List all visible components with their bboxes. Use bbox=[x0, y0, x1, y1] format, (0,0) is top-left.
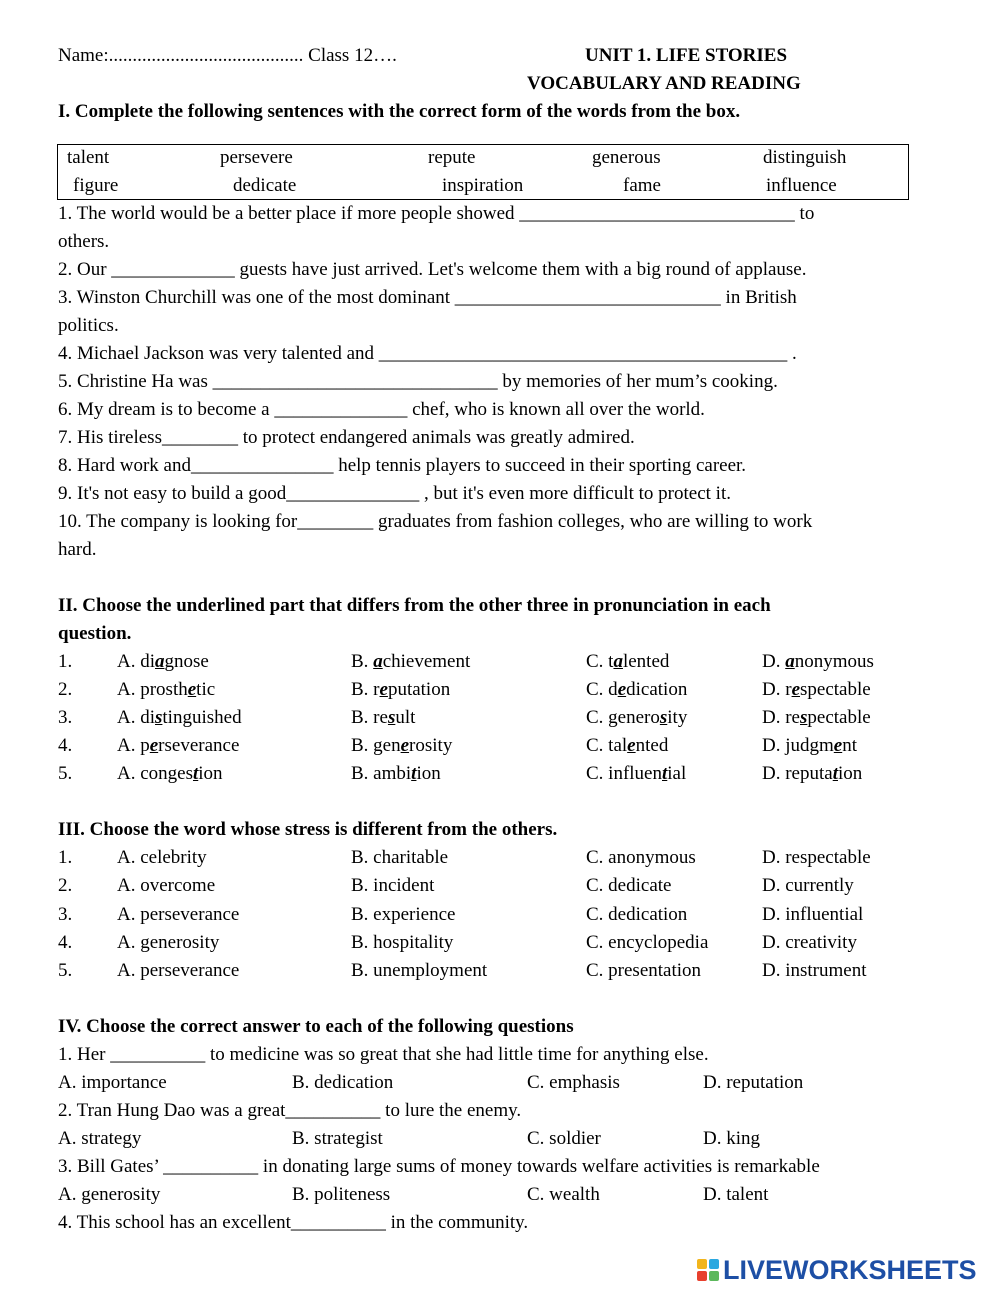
answer-option: C. dedication bbox=[586, 903, 688, 925]
sentence-line: 4. Michael Jackson was very talented and ___________________________________________ . bbox=[58, 343, 797, 364]
option-text: D. re bbox=[762, 707, 800, 728]
answer-option bbox=[586, 760, 686, 788]
section3-title: III. Choose the word whose stress is different from the others. bbox=[58, 819, 558, 840]
option-text: dication bbox=[626, 679, 688, 700]
option-text: tinguished bbox=[162, 707, 242, 728]
option-text: C. tal bbox=[586, 735, 628, 756]
answer-option: C. presentation bbox=[586, 960, 702, 982]
option-text: A. p bbox=[117, 735, 150, 756]
option-text: pectable bbox=[807, 707, 871, 728]
option-text: D. bbox=[762, 651, 786, 672]
box-word: persevere bbox=[220, 147, 293, 168]
answer-option bbox=[351, 648, 470, 676]
underlined-part: t bbox=[832, 763, 838, 784]
option-text: A. prosth bbox=[117, 679, 188, 700]
sentence-line: 6. My dream is to become a ______________ chef, who is known all over the world. bbox=[58, 399, 705, 420]
sentence-line: 9. It's not easy to build a good______________ , but it's even more difficult to protect it. bbox=[58, 483, 731, 504]
question-number: 3. bbox=[58, 707, 73, 728]
answer-option: C. wealth bbox=[527, 1184, 600, 1205]
answer-option bbox=[586, 648, 669, 676]
answer-option bbox=[351, 704, 415, 732]
answer-option bbox=[117, 648, 209, 676]
section2-title: II. Choose the underlined part that differs from the other three in pronunciation in each bbox=[58, 595, 771, 616]
answer-option: D. influential bbox=[762, 903, 864, 925]
unit-title: UNIT 1. LIFE STORIES bbox=[585, 45, 788, 66]
sentence-line: 7. His tireless________ to protect endangered animals was greatly admired. bbox=[58, 427, 635, 448]
underlined-part: e bbox=[617, 679, 627, 700]
sentence-line: 5. Christine Ha was ______________________________ by memories of her mum’s cooking. bbox=[58, 371, 778, 392]
option-text: D. r bbox=[762, 679, 792, 700]
underlined-part: e bbox=[187, 679, 197, 700]
answer-option: B. dedication bbox=[292, 1072, 394, 1093]
answer-option bbox=[762, 704, 871, 732]
question-text: 4. This school has an excellent__________ in the community. bbox=[58, 1212, 529, 1233]
option-text: C. genero bbox=[586, 707, 660, 728]
option-text: gnose bbox=[164, 651, 209, 672]
answer-option bbox=[762, 676, 871, 704]
answer-option: B. unemployment bbox=[351, 960, 488, 982]
option-text: lented bbox=[622, 651, 670, 672]
underlined-part: e bbox=[833, 735, 843, 756]
question-number: 3. bbox=[58, 903, 73, 925]
question-text: 1. Her __________ to medicine was so great that she had little time for anything else. bbox=[58, 1044, 709, 1065]
sentence-line: others. bbox=[58, 231, 110, 252]
box-word: fame bbox=[623, 175, 661, 196]
sentence-line: 8. Hard work and_______________ help tennis players to succeed in their sporting career. bbox=[58, 455, 747, 476]
answer-option: C. soldier bbox=[527, 1128, 601, 1149]
answer-option: A. perseverance bbox=[117, 960, 240, 982]
option-text: rosity bbox=[409, 735, 453, 756]
answer-option: D. instrument bbox=[762, 960, 867, 982]
answer-option: A. celebrity bbox=[117, 847, 207, 868]
logo-text: LIVEWORKSHEETS bbox=[723, 1254, 977, 1285]
option-text: B. r bbox=[351, 679, 380, 700]
underlined-part: s bbox=[387, 707, 396, 728]
answer-option: D. king bbox=[703, 1128, 760, 1149]
sentence-line: 2. Our _____________ guests have just arrived. Let's welcome them with a big round of applause. bbox=[58, 259, 807, 280]
answer-option: C. emphasis bbox=[527, 1072, 620, 1093]
option-text: D. reputa bbox=[762, 763, 833, 784]
answer-option: B. politeness bbox=[292, 1184, 391, 1205]
underlined-part: s bbox=[155, 707, 163, 728]
option-text: C. influen bbox=[586, 763, 662, 784]
underlined-part: s bbox=[659, 707, 668, 728]
underlined-part: e bbox=[627, 735, 636, 756]
box-word: dedicate bbox=[233, 175, 297, 196]
name-class-line: Name:......................................... Class 12…. bbox=[58, 45, 397, 66]
option-text: B. re bbox=[351, 707, 388, 728]
question-number: 4. bbox=[58, 931, 73, 953]
answer-option: A. perseverance bbox=[117, 903, 240, 925]
answer-option bbox=[117, 732, 239, 760]
option-text: B. bbox=[351, 651, 374, 672]
answer-option bbox=[586, 732, 668, 760]
answer-option bbox=[351, 676, 450, 704]
answer-option: B. hospitality bbox=[351, 931, 454, 953]
option-text: A. di bbox=[117, 651, 155, 672]
section1-title: I. Complete the following sentences with the correct form of the words from the box. bbox=[58, 101, 741, 122]
answer-option: A. overcome bbox=[117, 875, 216, 897]
box-word: figure bbox=[73, 175, 119, 196]
question-number: 5. bbox=[58, 763, 73, 784]
option-text: ult bbox=[395, 707, 416, 728]
answer-option bbox=[762, 732, 857, 760]
answer-option: A. generosity bbox=[117, 931, 220, 953]
option-text: tic bbox=[196, 679, 216, 700]
answer-option: C. anonymous bbox=[586, 847, 696, 868]
option-text: A. di bbox=[117, 707, 155, 728]
sentence-line: 10. The company is looking for________ graduates from fashion colleges, who are willing to work bbox=[58, 511, 813, 532]
option-text: nt bbox=[842, 735, 857, 756]
box-word: distinguish bbox=[763, 147, 847, 168]
question-text: 2. Tran Hung Dao was a great__________ to lure the enemy. bbox=[58, 1100, 522, 1121]
section2-title-cont: question. bbox=[58, 623, 132, 644]
liveworksheets-logo bbox=[697, 1255, 977, 1285]
answer-option: B. strategist bbox=[292, 1128, 383, 1149]
answer-option: D. reputation bbox=[703, 1072, 804, 1093]
question-number: 1. bbox=[58, 651, 73, 672]
underlined-part: e bbox=[791, 679, 800, 700]
option-text: chievement bbox=[382, 651, 471, 672]
sentence-line: hard. bbox=[58, 539, 97, 560]
answer-option bbox=[762, 648, 874, 676]
question-number: 2. bbox=[58, 679, 73, 700]
option-text: putation bbox=[387, 679, 451, 700]
question-number: 5. bbox=[58, 960, 73, 982]
answer-option: A. generosity bbox=[58, 1184, 161, 1205]
option-text: B. ambi bbox=[351, 763, 412, 784]
answer-option bbox=[351, 732, 452, 760]
answer-option: A. strategy bbox=[58, 1128, 142, 1149]
underlined-part: e bbox=[400, 735, 410, 756]
answer-option: B. incident bbox=[351, 875, 435, 897]
section4-title: IV. Choose the correct answer to each of the following questions bbox=[58, 1016, 574, 1037]
underlined-part: t bbox=[192, 763, 199, 784]
question-text: 3. Bill Gates’ __________ in donating large sums of money towards welfare activities is remarkable bbox=[58, 1156, 820, 1177]
answer-option: D. creativity bbox=[762, 931, 857, 953]
answer-option bbox=[586, 676, 687, 704]
box-word: inspiration bbox=[442, 175, 524, 196]
question-number: 2. bbox=[58, 875, 73, 897]
sentence-line: 1. The world would be a better place if more people showed _____________________________ to bbox=[58, 203, 815, 224]
answer-option: D. talent bbox=[703, 1184, 769, 1205]
underlined-part: e bbox=[149, 735, 159, 756]
underlined-part: t bbox=[662, 763, 668, 784]
option-text: nted bbox=[635, 735, 669, 756]
question-number: 1. bbox=[58, 847, 73, 868]
option-text: A. conges bbox=[117, 763, 193, 784]
underlined-part: a bbox=[785, 651, 795, 672]
option-text: C. d bbox=[586, 679, 618, 700]
option-text: ion bbox=[198, 763, 223, 784]
answer-option: D. respectable bbox=[762, 847, 871, 868]
answer-option bbox=[762, 760, 862, 788]
option-text: B. gen bbox=[351, 735, 401, 756]
underlined-part: a bbox=[613, 651, 623, 672]
box-word: influence bbox=[766, 175, 837, 196]
option-text: ion bbox=[837, 763, 863, 784]
question-number: 4. bbox=[58, 735, 73, 756]
box-word: talent bbox=[67, 147, 110, 168]
box-word: generous bbox=[592, 147, 661, 168]
box-word: repute bbox=[428, 147, 476, 168]
answer-option: B. experience bbox=[351, 903, 456, 925]
option-text: ity bbox=[667, 707, 688, 728]
answer-option: C. encyclopedia bbox=[586, 931, 709, 953]
underlined-part: s bbox=[799, 707, 808, 728]
option-text: rseverance bbox=[158, 735, 240, 756]
option-text: D. judgm bbox=[762, 735, 834, 756]
option-text: C. t bbox=[586, 651, 614, 672]
answer-option: C. dedicate bbox=[586, 875, 672, 897]
answer-option bbox=[351, 760, 441, 788]
answer-option bbox=[586, 704, 687, 732]
option-text: spectable bbox=[800, 679, 871, 700]
answer-option: B. charitable bbox=[351, 847, 449, 868]
answer-option bbox=[117, 676, 215, 704]
answer-option bbox=[117, 760, 223, 788]
unit-subtitle: VOCABULARY AND READING bbox=[527, 73, 801, 94]
answer-option: D. currently bbox=[762, 875, 854, 897]
sentence-line: 3. Winston Churchill was one of the most dominant ____________________________ in British bbox=[58, 287, 797, 308]
option-text: nonymous bbox=[794, 651, 874, 672]
underlined-part: a bbox=[155, 651, 165, 672]
sentence-line: politics. bbox=[58, 315, 119, 336]
underlined-part: a bbox=[373, 651, 383, 672]
logo-mark-icon bbox=[697, 1259, 719, 1281]
underlined-part: e bbox=[379, 679, 388, 700]
option-text: ial bbox=[667, 763, 687, 784]
option-text: ion bbox=[416, 763, 441, 784]
underlined-part: t bbox=[411, 763, 417, 784]
answer-option bbox=[117, 704, 242, 732]
answer-option: A. importance bbox=[58, 1072, 167, 1093]
